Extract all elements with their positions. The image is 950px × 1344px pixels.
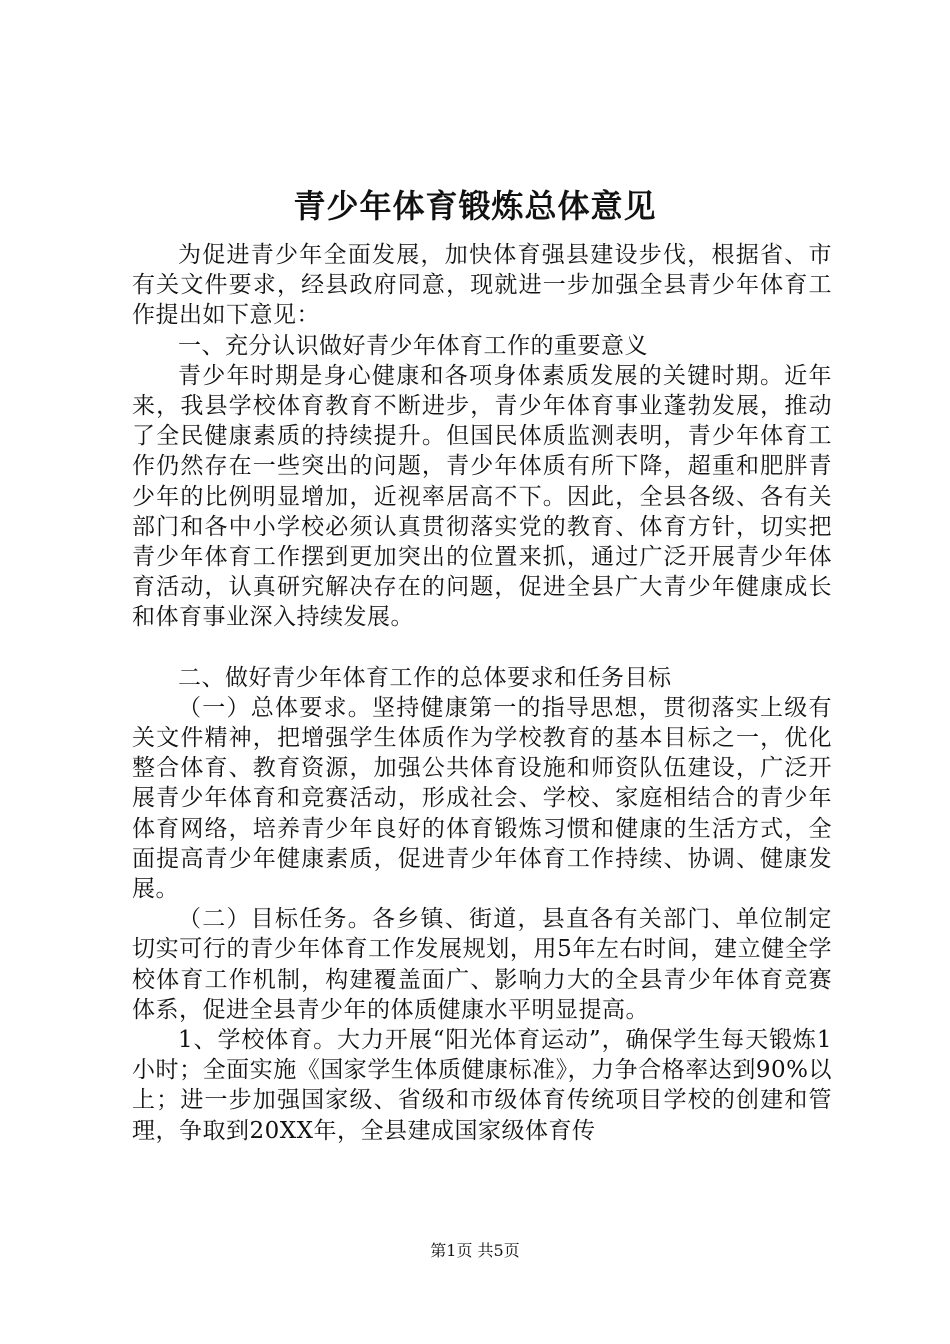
school-sports-paragraph: 1、学校体育。大力开展“阳光体育运动”，确保学生每天锻炼1小时；全面实施《国家学生体质健康标准》，力争合格率达到90%以上；进一步加强国家级、省级和市级体育传统项目学校的创建和管理，争取到20XX年，全县建成国家级体育传 (132, 1027, 832, 1144)
document-title: 青少年体育锻炼总体意见 (293, 187, 657, 225)
section-1-paragraph: 青少年时期是身心健康和各项身体素质发展的关键时期。近年来，我县学校体育教育不断进步，青少年体育事业蓬勃发展，推动了全民健康素质的持续提升。但国民体质监测表明，青少年体育工作仍然存在一些突出的问题，青少年体质有所下降，超重和肥胖青少年的比例明显增加，近视率居高不下。因此，全县各级、各有关部门和各中小学校必须认真贯彻落实党的教育、体育方针，切实把青少年体育工作摆到更加突出的位置来抓，通过广泛开展青少年体育活动，认真研究解决存在的问题，促进全县广大青少年健康成长和体育事业深入持续发展。 (132, 362, 832, 631)
intro-paragraph: 为促进青少年全面发展，加快体育强县建设步伐，根据省、市有关文件要求，经县政府同意，现就进一步加强全县青少年体育工作提出如下意见： (132, 242, 832, 329)
page-footer: 第1页 共5页 (430, 1241, 520, 1260)
target-tasks-paragraph: （二）目标任务。各乡镇、街道，县直各有关部门、单位制定切实可行的青少年体育工作发展规划，用5年左右时间，建立健全学校体育工作机制，构建覆盖面广、影响力大的全县青少年体育竞赛体系，促进全县青少年的体质健康水平明显提高。 (132, 906, 832, 1023)
general-requirements-paragraph: （一）总体要求。坚持健康第一的指导思想，贯彻落实上级有关文件精神，把增强学生体质作为学校教育的基本目标之一，优化整合体育、教育资源，加强公共体育设施和师资队伍建设，广泛开展青少年体育和竞赛活动，形成社会、学校、家庭相结合的青少年体育网络，培养青少年良好的体育锻炼习惯和健康的生活方式，全面提高青少年健康素质，促进青少年体育工作持续、协调、健康发展。 (132, 694, 832, 903)
section-heading-1: 一、充分认识做好青少年体育工作的重要意义 (178, 332, 648, 359)
section-heading-2: 二、做好青少年体育工作的总体要求和任务目标 (178, 664, 672, 691)
document-body (132, 240, 832, 1146)
